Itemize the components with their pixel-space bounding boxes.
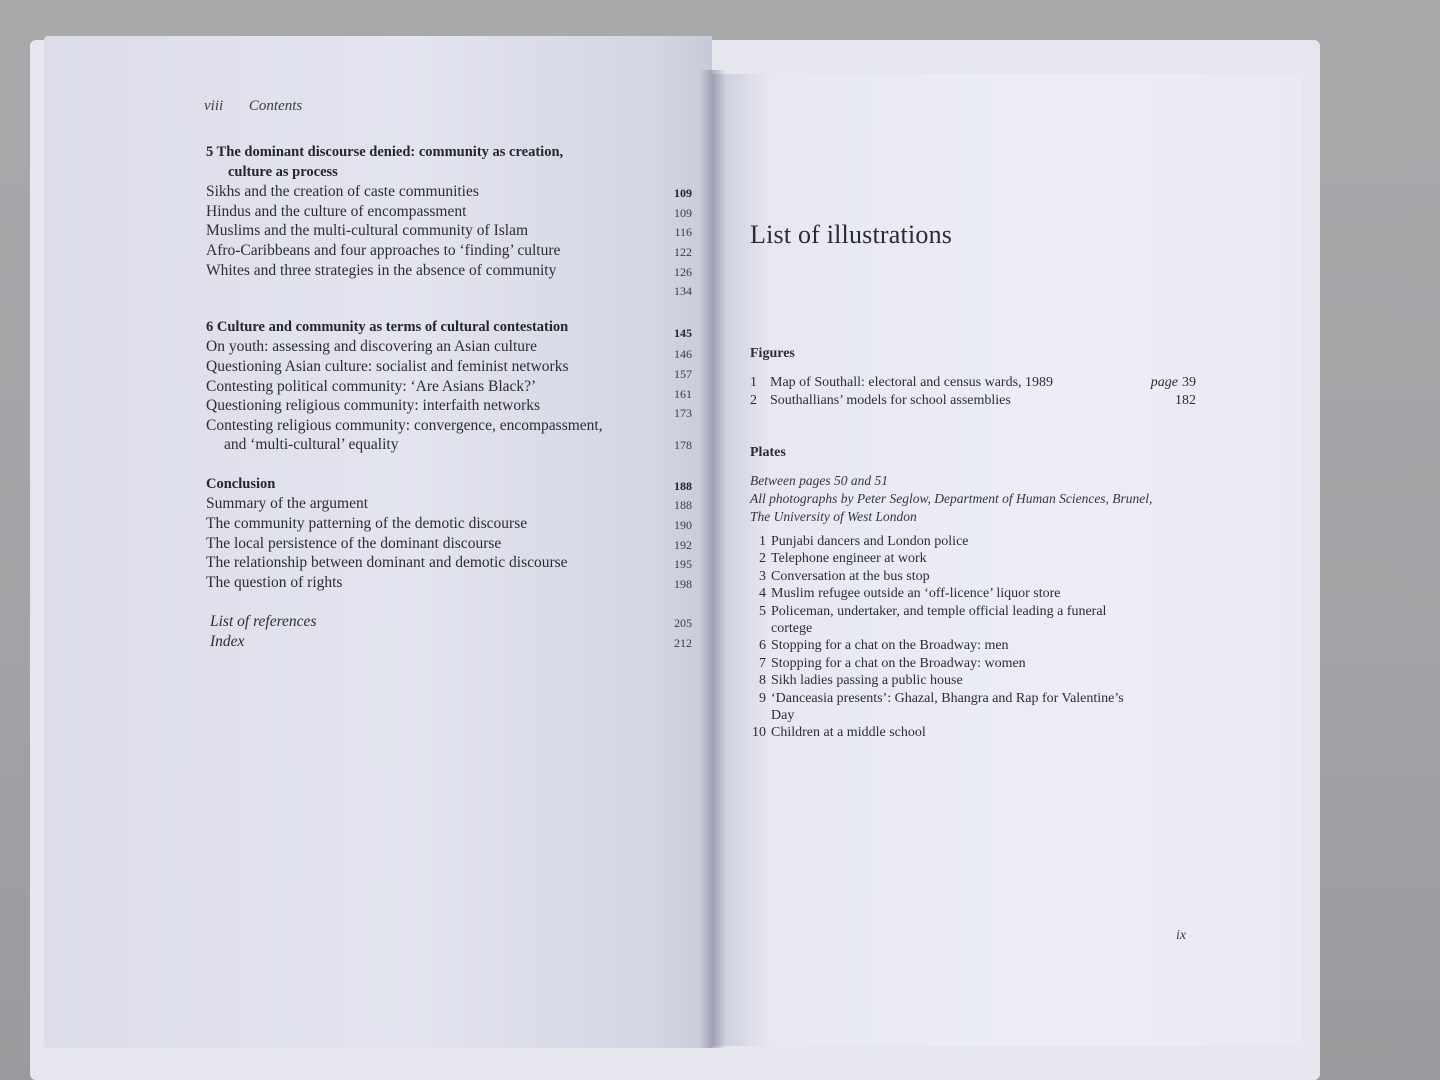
toc-entry-page: 205 [674,616,692,631]
toc-entry-text: The community patterning of the demotic discourse [206,514,528,532]
chapter-6-heading-text: 6 Culture and community as terms of cultural contestation [206,318,569,335]
toc-entry-text: List of references [210,613,317,631]
toc-entry [206,280,692,300]
toc-entry [206,182,692,202]
toc-entry-page: 161 [674,386,692,401]
toc-entry-page: 146 [674,347,692,362]
chapter-6-page: 145 [674,325,692,340]
toc-entry-text: Contesting political community: ‘Are Asians Black?’ [206,377,537,395]
toc-entry-page: 157 [674,366,692,381]
plate-item [750,585,1170,602]
plate-item [750,690,1170,725]
plate-item [750,533,1170,550]
toc-entry [206,396,692,421]
plate-item [750,550,1170,567]
running-title: Contents [248,98,303,114]
conclusion-page: 188 [674,478,692,493]
plate-item [750,655,1170,672]
plate-caption: Stopping for a chat on the Broadway: men [771,638,1009,654]
left-folio: viii [204,98,224,114]
plate-number: 5 [759,603,766,619]
toc-entry-text: Contesting religious community: convergence, encompassment, [206,416,603,434]
plate-caption: Conversation at the bus stop [771,568,930,584]
toc-entry-text: Index [210,632,245,650]
figure-item [750,374,1196,392]
plate-item [750,637,1170,654]
toc-entry-page: 192 [674,537,692,552]
plate-item [750,603,1170,638]
toc-entry [206,202,692,222]
plates-intro [750,472,1210,526]
toc-entry-page: 188 [674,498,692,513]
toc-entry [206,241,692,261]
toc-entry [206,337,692,362]
plate-number: 6 [759,638,766,654]
conclusion-heading-text: Conclusion [206,475,276,492]
plate-number: 3 [759,568,766,584]
toc-entry-text: Hindus and the culture of encompassment [206,202,467,220]
toc-entry [206,261,692,281]
toc-entry-text: Muslims and the multi-cultural community of Islam [206,222,529,240]
right-folio: ix [1176,928,1187,943]
plate-number: 4 [759,586,766,602]
toc-entry-text: The question of rights [206,573,343,591]
plates-list [750,533,1170,742]
chapter-5-heading-line2: culture as process [228,163,338,180]
toc-entry-text: Questioning religious community: interfaith networks [206,397,541,415]
toc-entry-page: 178 [674,437,692,452]
toc-entry-text: Sikhs and the creation of caste communities [206,183,479,201]
toc-entry [206,534,692,554]
toc-entry [206,416,692,455]
toc-entry-text: Afro-Caribbeans and four approaches to ‘finding’ culture [206,241,561,259]
toc-entry-text: The relationship between dominant and demotic discourse [206,554,568,572]
plate-caption: Telephone engineer at work [771,551,927,567]
toc-entry-text: Whites and three strategies in the absence of community [206,261,557,279]
toc-entry [206,357,692,381]
toc-entry [206,221,692,241]
figures-list [750,374,1196,410]
plate-number: 7 [759,655,766,671]
toc-entry-text-cont: and ‘multi-cultural’ equality [224,436,399,454]
left-running-head [204,98,302,115]
figure-caption: Southallians’ models for school assemblies [770,393,1011,408]
plates-heading: Plates [750,445,786,460]
chapter-5-page: 109 [674,186,692,201]
plate-number: 10 [752,725,766,741]
figure-page: 39 [1182,375,1196,390]
chapter-5-heading [206,143,692,182]
figure-page: 182 [1175,393,1196,408]
toc-entry-text: Summary of the argument [206,495,369,513]
toc-entry [206,573,692,593]
toc-entry [206,494,692,514]
plate-caption: ‘Danceasia presents’: Ghazal, Bhangra and Rap for Valentine’s [771,690,1124,706]
plate-caption-cont: cortege [771,621,813,637]
figure-number: 2 [750,393,757,408]
figure-item [750,392,1196,410]
table-of-contents [206,143,692,651]
toc-entry-page: 116 [674,225,692,240]
plate-caption: Punjabi dancers and London police [771,534,969,549]
toc-entry-index [206,632,692,652]
chapter-5-heading-line1: 5 The dominant discourse denied: community as creation, [206,144,564,160]
plate-caption: Stopping for a chat on the Broadway: women [771,655,1026,671]
plate-item [750,724,1170,741]
toc-entry-page: 195 [674,557,692,572]
plate-number: 1 [759,534,766,549]
toc-entry-text: Questioning Asian culture: socialist and feminist networks [206,357,569,375]
conclusion-heading [206,475,692,495]
toc-entry [206,377,692,401]
toc-entry-references [206,612,692,632]
toc-entry [206,514,692,534]
figure-caption: Map of Southall: electoral and census wards, 1989 [770,375,1054,390]
figures-heading: Figures [750,346,795,361]
toc-entry-page: 173 [674,406,692,421]
toc-entry-page: 198 [674,576,692,591]
toc-entry-text: The local persistence of the dominant discourse [206,534,502,552]
page-label: page [1150,375,1178,390]
figure-number: 1 [750,375,757,390]
toc-entry-page: 134 [674,284,692,299]
toc-entry [206,553,692,573]
toc-entry-page: 190 [674,517,692,532]
toc-entry-page: 109 [674,205,692,220]
plates-intro-line: Between pages 50 and 51 [750,473,888,488]
plate-caption: Children at a middle school [771,725,926,741]
plates-intro-line: The University of West London [750,509,917,524]
plates-intro-line: All photographs by Peter Seglow, Department of Human Sciences, Brunel, [750,491,1153,506]
toc-entry-page: 126 [674,264,692,279]
plate-caption: Muslim refugee outside an ‘off-licence’ liquor store [771,586,1061,602]
plate-caption-cont: Day [771,708,795,724]
plate-number: 9 [759,690,766,706]
plate-caption: Sikh ladies passing a public house [771,673,963,689]
chapter-6-heading [206,318,692,338]
page-title: List of illustrations [750,220,953,249]
toc-entry-text: On youth: assessing and discovering an Asian culture [206,338,538,356]
toc-entry-page: 122 [674,244,692,259]
plate-number: 2 [759,551,766,567]
toc-entry-page: 212 [674,635,692,650]
plate-number: 8 [759,673,766,689]
plate-item [750,672,1170,689]
plate-item [750,568,1170,585]
plate-caption: Policeman, undertaker, and temple official leading a funeral [771,603,1107,619]
book-gutter [700,70,726,1048]
